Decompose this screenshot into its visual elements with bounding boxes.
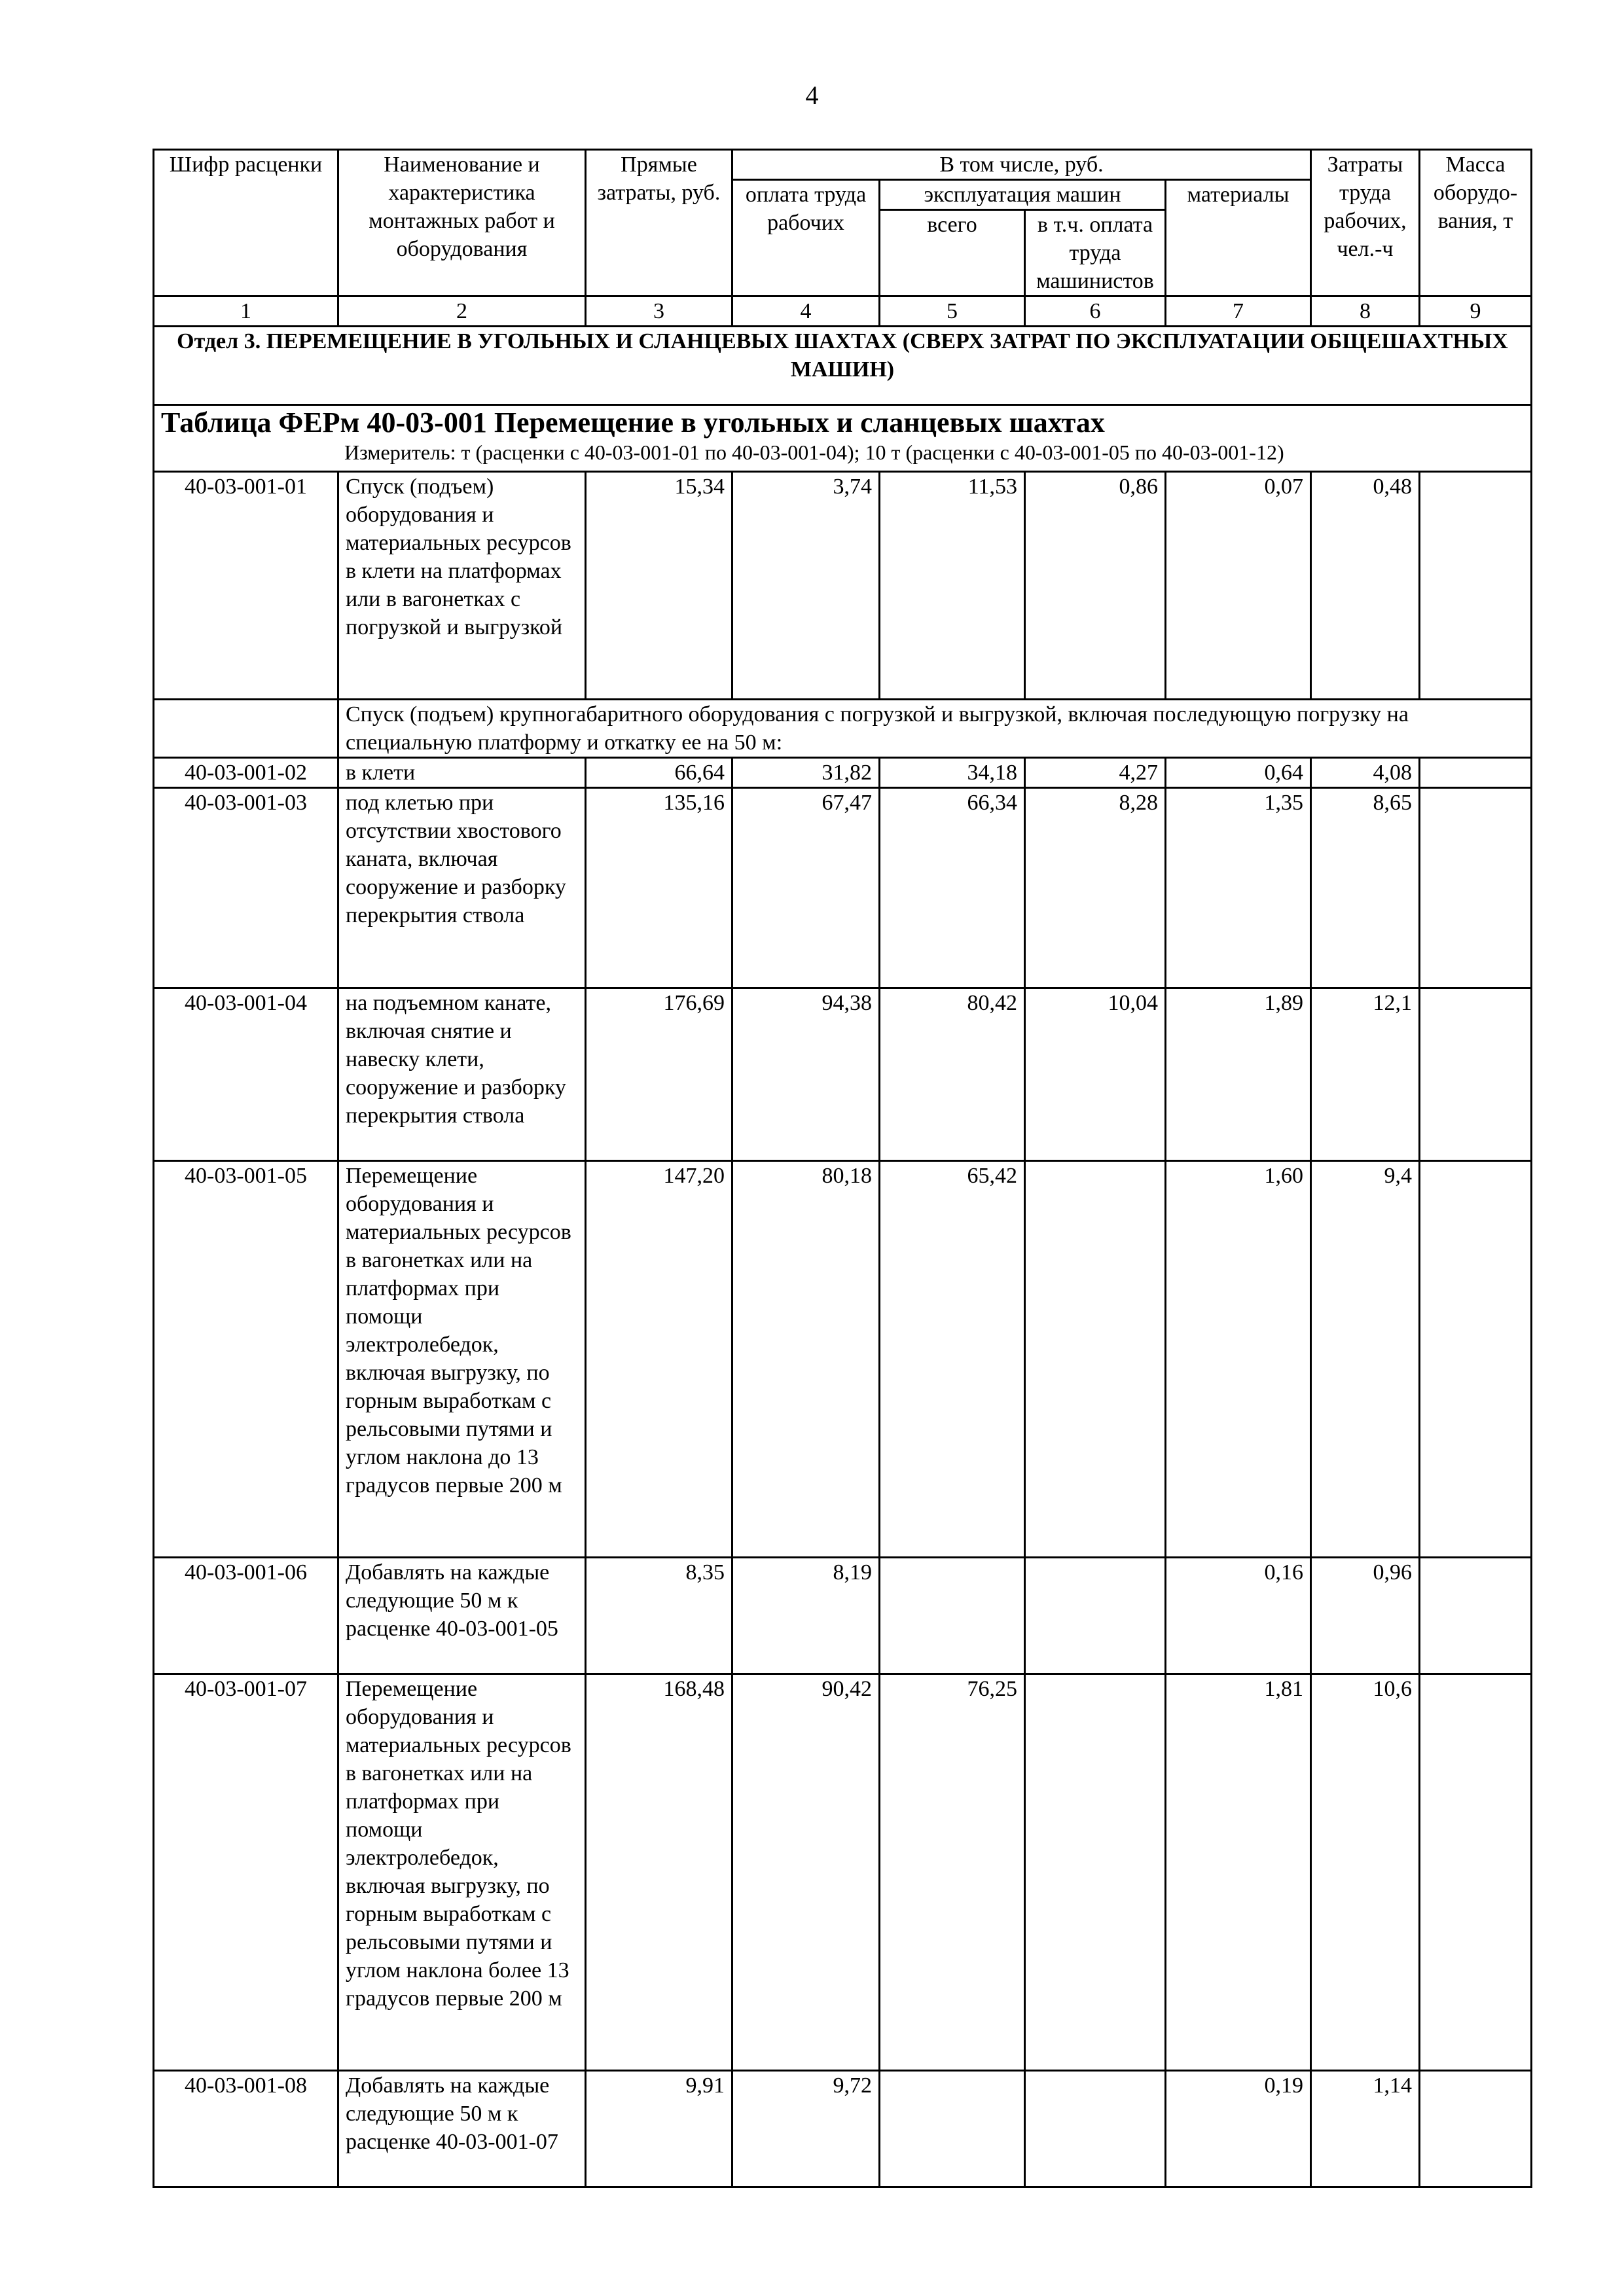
equipment-mass bbox=[1420, 2071, 1532, 2187]
column-number: 7 bbox=[1166, 296, 1311, 327]
machinist-wages bbox=[1025, 1674, 1166, 2071]
materials: 1,60 bbox=[1166, 1161, 1311, 1558]
column-number: 8 bbox=[1311, 296, 1420, 327]
labor-wages: 9,72 bbox=[732, 2071, 880, 2187]
labor-costs: 9,4 bbox=[1311, 1161, 1420, 1558]
rate-name: в клети bbox=[338, 758, 586, 788]
machine-total: 34,18 bbox=[880, 758, 1025, 788]
machinist-wages: 10,04 bbox=[1025, 988, 1166, 1161]
equipment-mass bbox=[1420, 1161, 1532, 1558]
machinist-wages bbox=[1025, 1558, 1166, 1674]
labor-costs: 4,08 bbox=[1311, 758, 1420, 788]
direct-costs: 176,69 bbox=[586, 988, 732, 1161]
header-direct-costs: Прямые затраты, руб. bbox=[586, 150, 732, 296]
rate-code: 40-03-001-05 bbox=[154, 1161, 338, 1558]
direct-costs: 15,34 bbox=[586, 472, 732, 700]
machine-total bbox=[880, 2071, 1025, 2187]
materials: 0,64 bbox=[1166, 758, 1311, 788]
labor-costs: 10,6 bbox=[1311, 1674, 1420, 2071]
rate-code: 40-03-001-07 bbox=[154, 1674, 338, 2071]
column-number: 2 bbox=[338, 296, 586, 327]
rate-name: Спуск (подъем) оборудования и материальных ресурсов в клети на платформах или в вагонетках с погрузкой и выгрузкой bbox=[338, 472, 586, 700]
empty-cell bbox=[154, 700, 338, 758]
column-number: 1 bbox=[154, 296, 338, 327]
labor-wages: 67,47 bbox=[732, 788, 880, 988]
header-labor-costs: Затраты труда рабочих, чел.-ч bbox=[1311, 150, 1420, 296]
machine-total: 76,25 bbox=[880, 1674, 1025, 2071]
header-code: Шифр расценки bbox=[154, 150, 338, 296]
machine-total bbox=[880, 1558, 1025, 1674]
table-title: Таблица ФЕРм 40-03-001 Перемещение в угольных и сланцевых шахтах bbox=[161, 406, 1105, 439]
labor-costs: 12,1 bbox=[1311, 988, 1420, 1161]
column-number: 3 bbox=[586, 296, 732, 327]
labor-wages: 3,74 bbox=[732, 472, 880, 700]
labor-costs: 8,65 bbox=[1311, 788, 1420, 988]
labor-wages: 90,42 bbox=[732, 1674, 880, 2071]
rate-code: 40-03-001-04 bbox=[154, 988, 338, 1161]
rate-code: 40-03-001-01 bbox=[154, 472, 338, 700]
labor-costs: 0,96 bbox=[1311, 1558, 1420, 1674]
column-number: 9 bbox=[1420, 296, 1532, 327]
machinist-wages bbox=[1025, 1161, 1166, 1558]
rate-code: 40-03-001-06 bbox=[154, 1558, 338, 1674]
labor-costs: 1,14 bbox=[1311, 2071, 1420, 2187]
table-row bbox=[154, 472, 1532, 700]
section-title: Отдел 3. ПЕРЕМЕЩЕНИЕ В УГОЛЬНЫХ И СЛАНЦЕВЫХ ШАХТАХ (СВЕРХ ЗАТРАТ ПО ЭКСПЛУАТАЦИИ ОБЩЕШАХТНЫХ МАШИН) bbox=[154, 327, 1532, 405]
header-machine-operation: эксплуатация машин bbox=[880, 180, 1166, 210]
labor-wages: 94,38 bbox=[732, 988, 880, 1161]
rate-name: Добавлять на каждые следующие 50 м к расценке 40-03-001-07 bbox=[338, 2071, 586, 2187]
table-row bbox=[154, 988, 1532, 1161]
machine-total: 80,42 bbox=[880, 988, 1025, 1161]
machinist-wages: 4,27 bbox=[1025, 758, 1166, 788]
table-row bbox=[154, 788, 1532, 988]
header-labor-wages: оплата труда рабочих bbox=[732, 180, 880, 296]
column-number: 4 bbox=[732, 296, 880, 327]
table-row bbox=[154, 1161, 1532, 1558]
direct-costs: 9,91 bbox=[586, 2071, 732, 2187]
header-machine-total: всего bbox=[880, 210, 1025, 296]
rate-code: 40-03-001-08 bbox=[154, 2071, 338, 2187]
rate-name: под клетью при отсутствии хвостового каната, включая сооружение и разборку перекрытия ствола bbox=[338, 788, 586, 988]
materials: 1,81 bbox=[1166, 1674, 1311, 2071]
table-row bbox=[154, 2071, 1532, 2187]
table-title-block bbox=[154, 405, 1532, 472]
table-row bbox=[154, 1558, 1532, 1674]
direct-costs: 66,64 bbox=[586, 758, 732, 788]
rate-name: Перемещение оборудования и материальных ресурсов в вагонетках или на платформах при помощи электролебедок, включая выгрузку, по горным выработкам с рельсовыми путями и углом наклона до 13 градусов первые 200 м bbox=[338, 1161, 586, 1558]
equipment-mass bbox=[1420, 472, 1532, 700]
materials: 1,35 bbox=[1166, 788, 1311, 988]
materials: 0,19 bbox=[1166, 2071, 1311, 2187]
machinist-wages bbox=[1025, 2071, 1166, 2187]
machine-total: 65,42 bbox=[880, 1161, 1025, 1558]
table-row bbox=[154, 700, 1532, 758]
rate-name: Добавлять на каждые следующие 50 м к расценке 40-03-001-05 bbox=[338, 1558, 586, 1674]
table-row bbox=[154, 1674, 1532, 2071]
header-equipment-mass: Масса оборудо-вания, т bbox=[1420, 150, 1532, 296]
page-number: 4 bbox=[805, 81, 819, 110]
machinist-wages: 8,28 bbox=[1025, 788, 1166, 988]
equipment-mass bbox=[1420, 988, 1532, 1161]
materials: 0,16 bbox=[1166, 1558, 1311, 1674]
equipment-mass bbox=[1420, 1558, 1532, 1674]
column-number: 5 bbox=[880, 296, 1025, 327]
subheading: Спуск (подъем) крупногабаритного оборудования с погрузкой и выгрузкой, включая последующую погрузку на специальную платформу и откатку ее на 50 м: bbox=[338, 700, 1532, 758]
measure-unit: Измеритель: т (расценки с 40-03-001-01 по 40-03-001-04); 10 т (расценки с 40-03-001-05 по 40-03-001-12) bbox=[344, 440, 1284, 464]
rate-code: 40-03-001-03 bbox=[154, 788, 338, 988]
materials: 0,07 bbox=[1166, 472, 1311, 700]
header-machinist-wages: в т.ч. оплата труда машинистов bbox=[1025, 210, 1166, 296]
direct-costs: 8,35 bbox=[586, 1558, 732, 1674]
machine-total: 66,34 bbox=[880, 788, 1025, 988]
machinist-wages: 0,86 bbox=[1025, 472, 1166, 700]
header-including: В том числе, руб. bbox=[732, 150, 1311, 180]
labor-wages: 8,19 bbox=[732, 1558, 880, 1674]
equipment-mass bbox=[1420, 788, 1532, 988]
labor-wages: 80,18 bbox=[732, 1161, 880, 1558]
direct-costs: 168,48 bbox=[586, 1674, 732, 2071]
rates-table bbox=[153, 149, 1532, 2188]
labor-wages: 31,82 bbox=[732, 758, 880, 788]
rate-name: Перемещение оборудования и материальных ресурсов в вагонетках или на платформах при помощи электролебедок, включая выгрузку, по горным выработкам с рельсовыми путями и углом наклона более 13 градусов первые 200 м bbox=[338, 1674, 586, 2071]
equipment-mass bbox=[1420, 758, 1532, 788]
machine-total: 11,53 bbox=[880, 472, 1025, 700]
labor-costs: 0,48 bbox=[1311, 472, 1420, 700]
direct-costs: 147,20 bbox=[586, 1161, 732, 1558]
header-name: Наименование и характеристика монтажных работ и оборудования bbox=[338, 150, 586, 296]
materials: 1,89 bbox=[1166, 988, 1311, 1161]
rate-name: на подъемном канате, включая снятие и навеску клети, сооружение и разборку перекрытия ствола bbox=[338, 988, 586, 1161]
equipment-mass bbox=[1420, 1674, 1532, 2071]
rate-code: 40-03-001-02 bbox=[154, 758, 338, 788]
direct-costs: 135,16 bbox=[586, 788, 732, 988]
column-number: 6 bbox=[1025, 296, 1166, 327]
table-row bbox=[154, 758, 1532, 788]
header-materials: материалы bbox=[1166, 180, 1311, 296]
